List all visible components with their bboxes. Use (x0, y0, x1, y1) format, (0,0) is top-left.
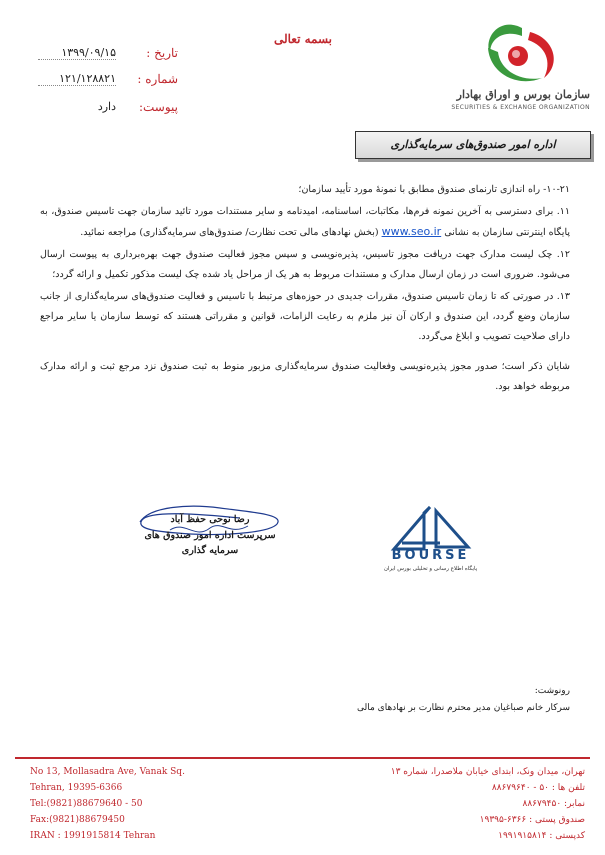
number-value: ۱۲۱/۱۲۸۸۲۱ (38, 72, 116, 86)
org-name-persian: سازمان بورس و اوراق بهادار (456, 88, 590, 101)
paragraph-11-text-end: (بخش نهادهای مالی تحت نظارت/ صندوق‌های سرمایه‌گذاری) مراجعه نمائید. (80, 227, 379, 238)
closing-paragraph: شایان ذکر است؛ صدور مجوز پذیره‌نویسی وفعالیت صندوق سرمایه‌گذاری مزبور منوط به ثبت صندوق نزد مرجع ثبت و ارائه مدارک مربوطه خواهد بود. (40, 361, 570, 392)
seo-website-link[interactable]: www.seo.ir (381, 225, 442, 238)
footer-address-en: No 13, Mollasadra Ave, Vanak Sq. (30, 767, 185, 777)
bourse-wordmark: BOURSE (391, 548, 470, 563)
footer-divider (15, 757, 590, 759)
org-name-english: SECURITIES & EXCHANGE ORGANIZATION (451, 104, 590, 111)
footer-tel-en: Tel:(9821)88679640 - 50 (30, 799, 143, 809)
paragraph-12: ۱۲. چک لیست مدارک جهت دریافت مجوز تاسیس، پذیره‌نویسی و سپس مجوز فعالیت صندوق جهت بهره‌برداری به پیوست ارسال می‌شود. ضروری است در زمان ارسال مدارک و مستندات مربوط به هر یک از مراحل یاد شده چک لیست مذکور تکمیل و ارائه گردد؛ (40, 249, 570, 280)
footer-address-fa: تهران، میدان ونک، ابتدای خیابان ملاصدرا، شماره ۱۳ (390, 767, 585, 777)
paragraph-11 (40, 202, 570, 243)
basmala-heading: بسمه تعالی (273, 32, 333, 46)
signature-block (130, 500, 290, 560)
footer-city-en: Tehran, 19395-6366 (30, 783, 123, 793)
footer-tel-fa: تلفن ها : ۵۰ - ۸۸۶۷۹۶۴۰ (491, 783, 585, 793)
paragraph-10-21: ۱۰-۲۱- راه اندازی تارنمای صندوق مطابق با نمونهٔ مورد تأیید سازمان؛ (298, 184, 570, 195)
footer-fax-fa: نمابر: ۸۸۶۷۹۴۵۰ (522, 799, 585, 809)
signer-title-line1: سرپرست اداره امور صندوق های (144, 530, 276, 541)
department-title: اداره امور صندوق‌های سرمایه‌گذاری (355, 131, 591, 159)
footer-fax-en: Fax:(9821)88679450 (30, 815, 125, 825)
footer-pobox-fa: صندوق پستی : ۶۳۶۶-۱۹۳۹۵ (479, 815, 585, 825)
attachment-value: دارد (97, 100, 116, 113)
cc-recipient: سرکار خانم صباغیان مدیر محترم نظارت بر نهادهای مالی (356, 703, 570, 713)
bourse-tagline: پایگاه اطلاع رسانی و تحلیلی بورس ایران (383, 566, 478, 572)
footer-postcode-fa: کدپستی : ۱۹۹۱۹۱۵۸۱۴ (498, 831, 585, 841)
paragraph-13: ۱۳. در صورتی که تا زمان تاسیس صندوق، مقررات جدیدی در حوزه‌های مرتبط با تاسیس و فعالیت صندوق‌های سرمایه‌گذاری از جانب سازمان وضع گردد، این صندوق و ارکان آن نیز ملزم به رعایت الزامات، قوانین و مقرراتی هستند که توسط سازمان یا سایر مراجع دارای صلاحیت تصویب و ابلاغ می‌گردد. (40, 291, 570, 342)
date-value: ۱۳۹۹/۰۹/۱۵ (38, 46, 116, 60)
number-label: شماره : (137, 72, 178, 86)
letter-body (40, 180, 570, 399)
date-label: تاریخ : (146, 46, 178, 60)
cc-label: رونوشت: (534, 686, 570, 696)
attachment-label: پیوست: (138, 100, 178, 114)
signer-name: رضا نوحی حفظ آباد (170, 514, 250, 525)
signer-title-line2: سرمایه گذاری (181, 545, 239, 556)
paragraph-11-text: ۱۱. برای دسترسی به آخرین نمونه فرم‌ها، مکاتبات، اساسنامه، امیدنامه و سایر مستندات مورد تائید سازمان جهت تاسیس صندوق، به پایگاه اینترنتی سازمان به نشانی (40, 206, 570, 238)
footer-postcode-en: IRAN : 1991915814 Tehran (30, 831, 156, 841)
